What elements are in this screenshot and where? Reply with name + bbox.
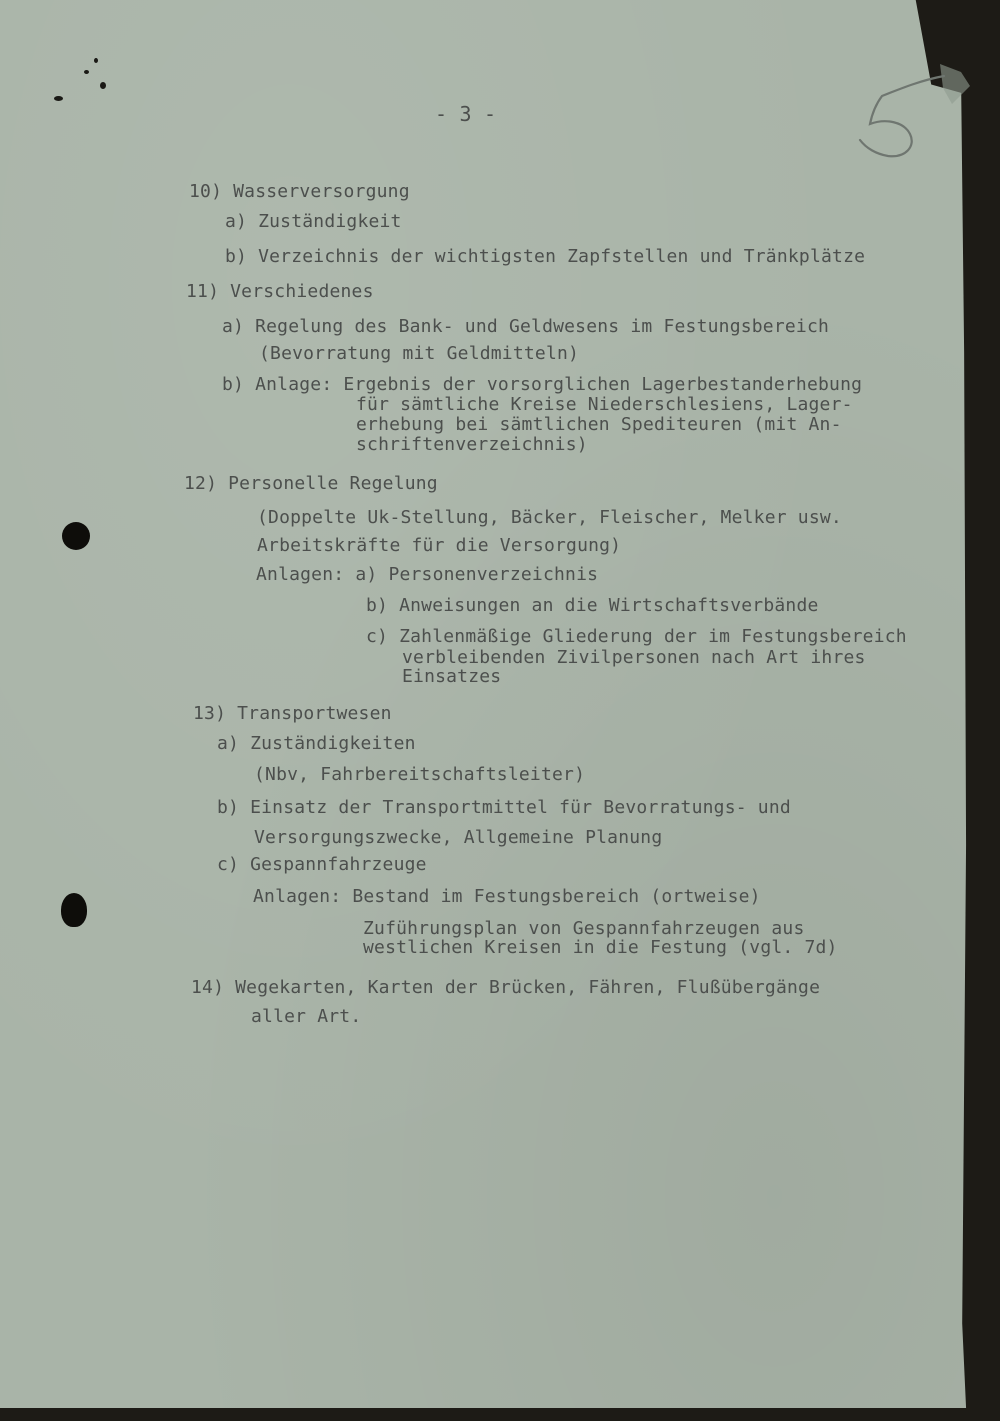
section-14-item: aller Art. [251, 1006, 362, 1027]
section-11-item: für sämtliche Kreise Niederschlesiens, Lager- [356, 394, 853, 415]
section-12-item: c) Zahlenmäßige Gliederung der im Festungsbereich [366, 626, 907, 647]
section-11-item: b) Anlage: Ergebnis der vorsorglichen Lagerbestanderhebung [222, 374, 863, 395]
page-number: - 3 - [435, 102, 497, 126]
section-11-item: (Bevorratung mit Geldmitteln) [259, 343, 580, 364]
section-12-item: Einsatzes [402, 666, 502, 687]
section-heading-11: 11) Verschiedenes [186, 281, 374, 302]
section-11-item: a) Regelung des Bank- und Geldwesens im Festungsbereich [222, 316, 830, 337]
section-heading-12: 12) Personelle Regelung [184, 473, 438, 494]
section-13-item: (Nbv, Fahrbereitschaftsleiter) [254, 764, 586, 785]
ink-speck [84, 70, 89, 74]
section-13-item: Versorgungszwecke, Allgemeine Planung [254, 827, 663, 848]
section-12-item: Anlagen: a) Personenverzeichnis [256, 564, 599, 585]
section-13-item: c) Gespannfahrzeuge [217, 854, 427, 875]
section-13-item: Anlagen: Bestand im Festungsbereich (ortweise) [253, 886, 761, 907]
section-13-item: b) Einsatz der Transportmittel für Bevorratungs- und [217, 797, 791, 818]
punch-hole [61, 893, 87, 927]
section-heading-13: 13) Transportwesen [193, 703, 392, 724]
section-10-item: b) Verzeichnis der wichtigsten Zapfstellen und Tränkplätze [225, 246, 866, 267]
ink-speck [54, 96, 63, 101]
section-11-item: erhebung bei sämtlichen Spediteuren (mit An- [356, 414, 842, 435]
section-11-item: schriftenverzeichnis) [356, 434, 588, 455]
section-heading-14: 14) Wegekarten, Karten der Brücken, Fähren, Flußübergänge [191, 977, 821, 998]
section-12-item: b) Anweisungen an die Wirtschaftsverbände [366, 595, 819, 616]
handwritten-number-mark [852, 70, 952, 170]
ink-speck [100, 82, 106, 89]
ink-speck [94, 58, 98, 63]
punch-hole [62, 522, 90, 550]
handwritten-mark-text: 5 [898, 122, 899, 123]
section-13-item: Zuführungsplan von Gespannfahrzeugen aus [363, 918, 805, 939]
section-12-item: Arbeitskräfte für die Versorgung) [257, 535, 622, 556]
section-13-item: a) Zuständigkeiten [217, 733, 416, 754]
section-13-item: westlichen Kreisen in die Festung (vgl. 7d) [363, 937, 838, 958]
section-10-item: a) Zuständigkeit [225, 211, 402, 232]
section-heading-10: 10) Wasserversorgung [189, 181, 410, 202]
section-12-item: (Doppelte Uk-Stellung, Bäcker, Fleischer, Melker usw. [257, 507, 842, 528]
section-12-item: verbleibenden Zivilpersonen nach Art ihres [402, 647, 866, 668]
